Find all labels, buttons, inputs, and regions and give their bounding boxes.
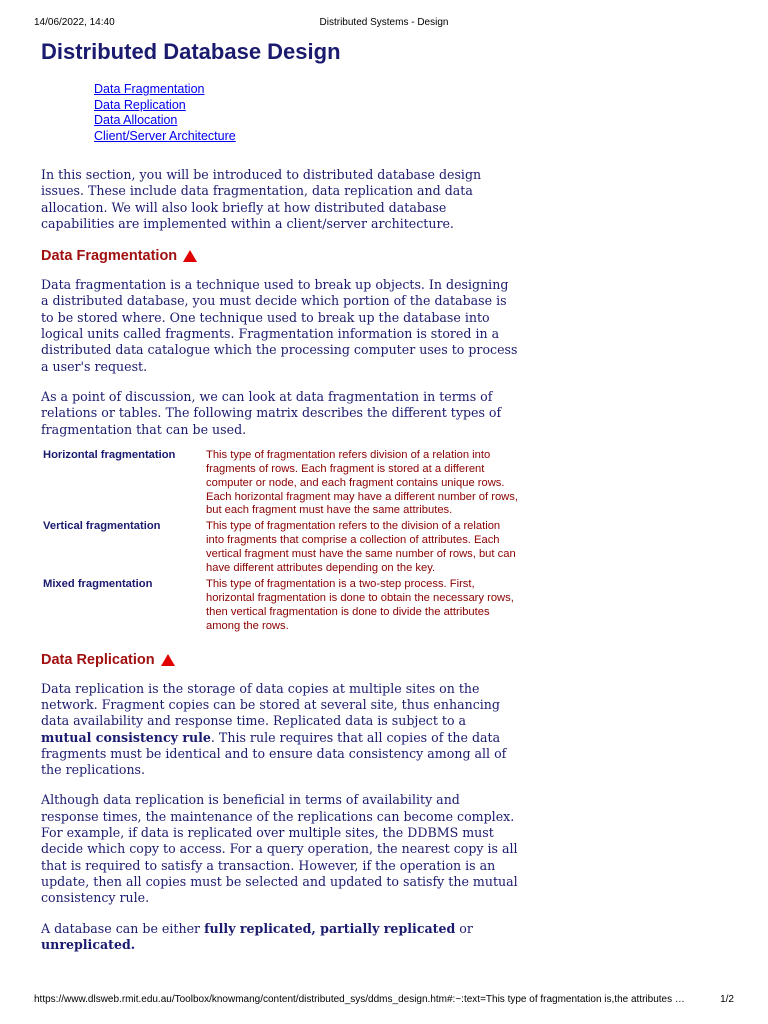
fragmentation-paragraph-2: As a point of discussion, we can look at data fragmentation in terms of relations or tables. The following matrix describes the different types of fragmentation that can be used. xyxy=(41,388,502,437)
replication-paragraph-1 xyxy=(41,681,519,779)
section-heading-replication xyxy=(41,651,521,669)
bold-term-unreplicated: unreplicated. xyxy=(41,936,136,952)
section-heading-fragmentation xyxy=(41,247,521,265)
back-to-top-icon[interactable] xyxy=(183,250,197,262)
heading-label: Data Replication xyxy=(41,651,155,668)
intro-paragraph: In this section, you will be introduced to distributed database design issues. These include data fragmentation, data replication and data allocation. We will also look briefly at how distributed database capabilities are implemented within a client/server architecture. xyxy=(41,167,482,231)
replication-paragraph-2: Although data replication is beneficial in terms of availability and response times, the maintenance of the replications can become complex. For example, if data is replicated over multiple sites, the DDBMS must decide which copy to access. For a query operation, the nearest copy is all that is required to satisfy a transaction. However, if the operation is an update, then all copies must be selected and updated to satisfy the mutual consistency rule. xyxy=(41,792,518,906)
print-footer xyxy=(34,994,734,1008)
print-header xyxy=(34,17,734,31)
table-row xyxy=(41,449,521,519)
toc-link-data-fragmentation[interactable]: Data Fragmentation xyxy=(94,82,205,96)
back-to-top-icon[interactable] xyxy=(161,654,175,666)
toc-item xyxy=(94,82,521,98)
matrix-definition: This type of fragmentation refers division of a relation into fragments of rows. Each fragment is stored at a different computer or node, and each fragment contains unique rows. Each horizontal fragment may have a different number of rows, but each fragment must have the same attributes. xyxy=(206,448,518,517)
page-title: Distributed Database Design xyxy=(41,39,341,64)
page-number: 1/2 xyxy=(720,994,734,1005)
table-of-contents xyxy=(94,82,521,144)
toc-link-data-allocation[interactable]: Data Allocation xyxy=(94,113,178,127)
matrix-term: Horizontal fragmentation xyxy=(43,448,176,461)
matrix-definition: This type of fragmentation refers to the division of a relation into fragments that comprise a collection of attributes. Each vertical fragment must have the same number of rows, but can have different attributes depending on the key. xyxy=(206,520,516,575)
print-url: https://www.dlsweb.rmit.edu.au/Toolbox/knowmang/content/distributed_sys/ddms_design.htm#:~:text=This type of fragmentation is,the attributes … xyxy=(34,994,685,1005)
table-row xyxy=(41,518,521,576)
matrix-definition: This type of fragmentation is a two-step process. First, horizontal fragmentation is done to obtain the necessary rows, then vertical fragmentation is done to divide the attributes among the rows. xyxy=(206,578,514,632)
document-content xyxy=(41,38,521,953)
toc-item xyxy=(94,129,521,145)
fragmentation-paragraph-1: Data fragmentation is a technique used to break up objects. In designing a distributed database, you must decide which portion of the database is to be stored where. One technique used to break up the database into logical units called fragments. Fragmentation information is stored in a distributed data catalogue which the processing computer uses to process a user's request. xyxy=(41,277,518,374)
text-run: . This rule requires that all copies of the data fragments must be identical and to ensure data consistency among all of the replications. xyxy=(41,729,507,778)
table-row xyxy=(41,576,521,634)
text-run: Data replication is the storage of data copies at multiple sites on the network. Fragment copies can be stored at several site, thus enhancing data availability and response time. Replicated data is subject to a xyxy=(41,680,500,729)
text-run: or xyxy=(455,920,473,936)
toc-link-client-server[interactable]: Client/Server Architecture xyxy=(94,128,236,143)
toc-item xyxy=(94,98,521,114)
bold-term-mutual-consistency: mutual consistency rule xyxy=(41,729,211,745)
print-title: Distributed Systems - Design xyxy=(319,17,449,28)
bold-term-replication-types: fully replicated, partially replicated xyxy=(204,920,456,936)
heading-label: Data Fragmentation xyxy=(41,248,178,265)
matrix-term: Vertical fragmentation xyxy=(43,520,161,533)
matrix-term: Mixed fragmentation xyxy=(43,578,153,591)
replication-paragraph-3 xyxy=(41,921,519,954)
print-date: 14/06/2022, 14:40 xyxy=(34,17,115,28)
toc-item xyxy=(94,113,521,129)
text-run: A database can be either xyxy=(41,920,205,936)
fragmentation-matrix xyxy=(41,449,521,634)
toc-link-data-replication[interactable]: Data Replication xyxy=(94,97,186,112)
